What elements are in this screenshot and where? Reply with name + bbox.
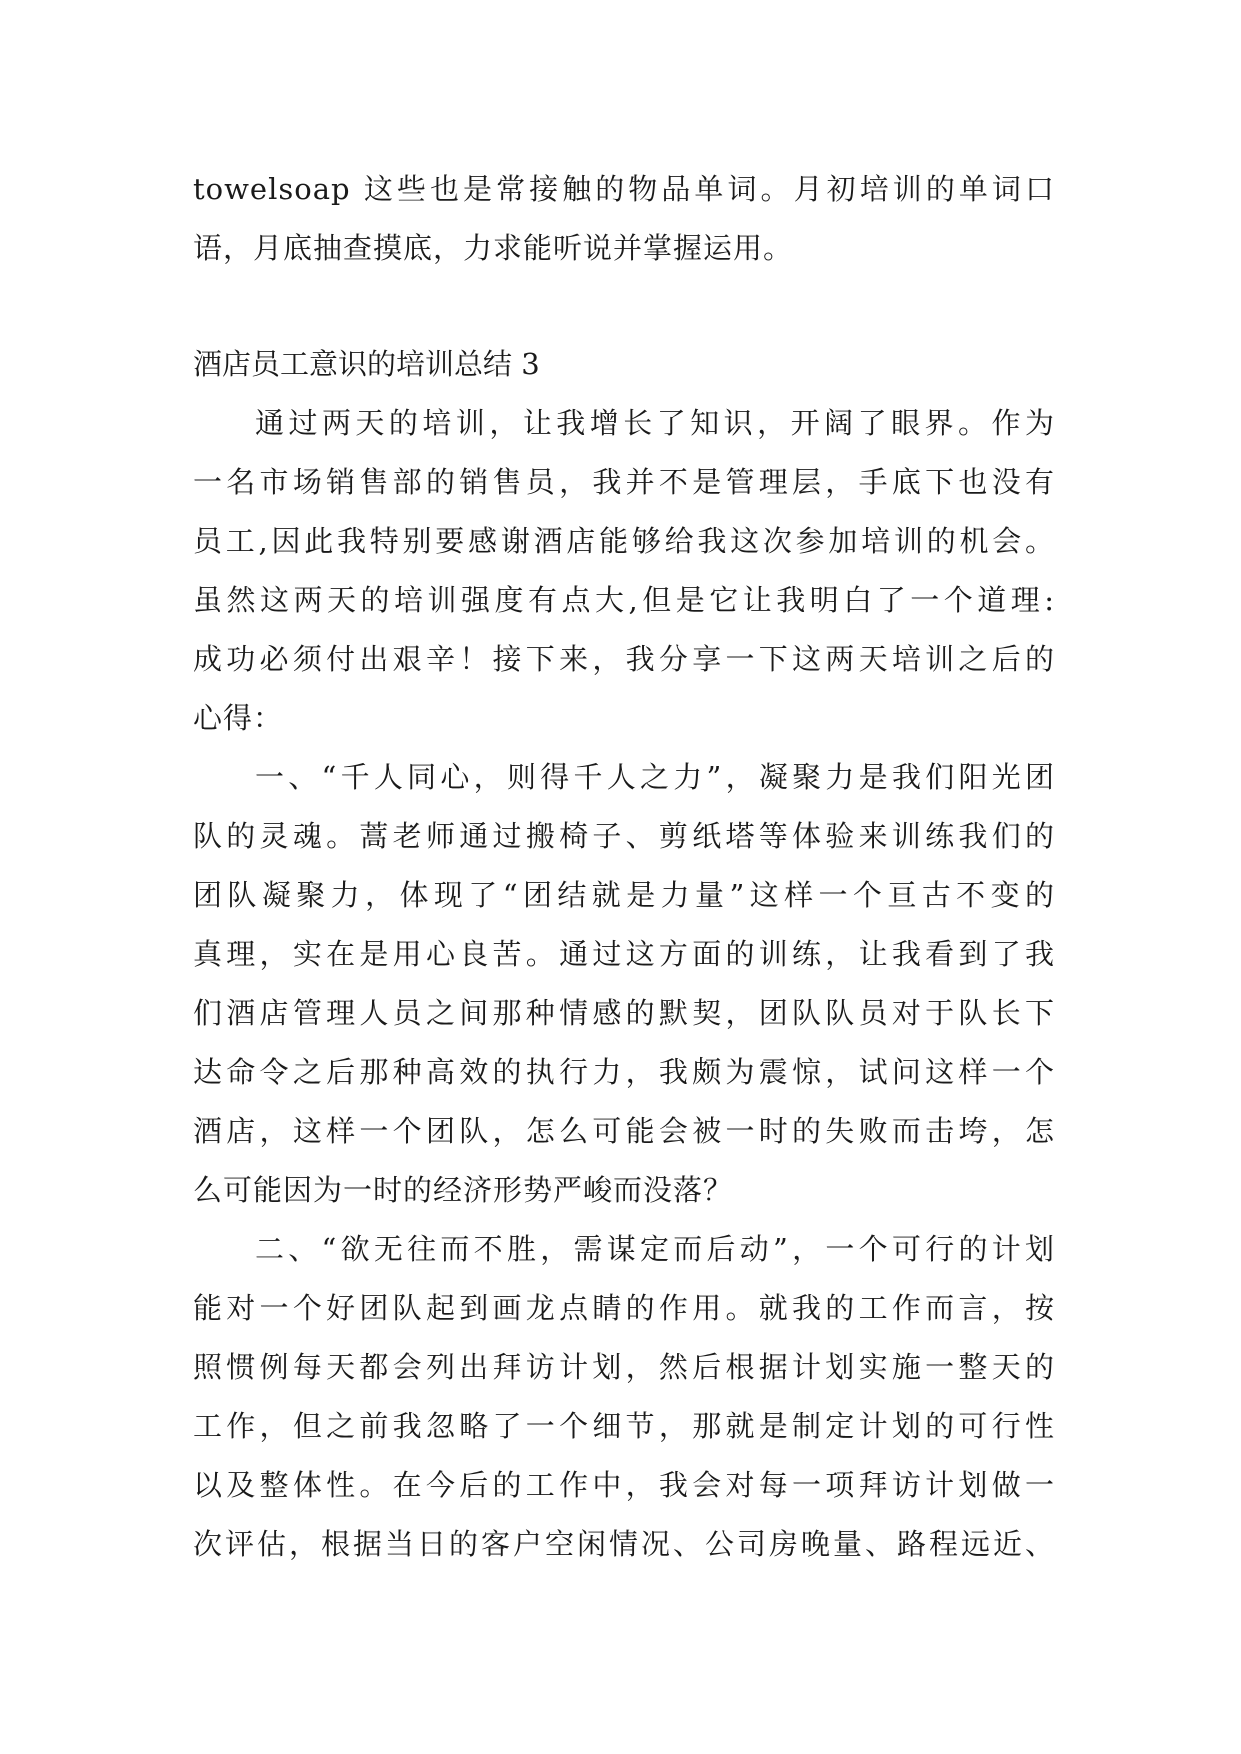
paragraph-line: 语，月底抽查摸底，力求能听说并掌握运用。 (193, 231, 794, 265)
paragraph-line: 一名市场销售部的销售员，我并不是管理层，手底下也没有 (193, 465, 1055, 499)
paragraph-line: 们酒店管理人员之间那种情感的默契，团队队员对于队长下 (193, 996, 1055, 1030)
section-gap (193, 278, 1055, 335)
paragraph-line: 队的灵魂。蒿老师通过搬椅子、剪纸塔等体验来训练我们的 (193, 819, 1055, 853)
paragraph-line: 二、“欲无往而不胜，需谋定而后动”，一个可行的计划 (255, 1232, 1055, 1266)
paragraph-line: 能对一个好团队起到画龙点睛的作用。就我的工作而言，按 (193, 1291, 1055, 1325)
paragraph-line: 工作，但之前我忽略了一个细节，那就是制定计划的可行性 (193, 1409, 1055, 1443)
paragraph-line: 一、“千人同心，则得千人之力”，凝聚力是我们阳光团 (255, 760, 1055, 794)
paragraph-line: 虽然这两天的培训强度有点大,但是它让我明白了一个道理: (193, 583, 1055, 617)
paragraph-line: 以及整体性。在今后的工作中，我会对每一项拜访计划做一 (193, 1468, 1055, 1502)
paragraph-line: 真理，实在是用心良苦。通过这方面的训练，让我看到了我 (193, 937, 1055, 971)
section-title: 酒店员工意识的培训总结 3 (193, 347, 540, 381)
paragraph-line: towelsoap 这些也是常接触的物品单词。月初培训的单词口 (193, 172, 1055, 206)
paragraph-line: 通过两天的培训，让我增长了知识，开阔了眼界。作为 (255, 406, 1055, 440)
paragraph-line: 么可能因为一时的经济形势严峻而没落？ (193, 1173, 734, 1207)
paragraph-line: 员工,因此我特别要感谢酒店能够给我这次参加培训的机会。 (193, 524, 1055, 558)
paragraph-line: 次评估，根据当日的客户空闲情况、公司房晚量、路程远近、 (193, 1527, 1055, 1561)
paragraph-line: 心得： (193, 701, 284, 735)
paragraph-line: 酒店，这样一个团队，怎么可能会被一时的失败而击垮，怎 (193, 1114, 1055, 1148)
paragraph-line: 成功必须付出艰辛！接下来，我分享一下这两天培训之后的 (193, 642, 1055, 676)
paragraph-line: 照惯例每天都会列出拜访计划，然后根据计划实施一整天的 (193, 1350, 1055, 1384)
paragraph-line: 团队凝聚力，体现了“团结就是力量”这样一个亘古不变的 (193, 878, 1055, 912)
document-body (193, 160, 1055, 1574)
paragraph-line: 达命令之后那种高效的执行力，我颇为震惊，试问这样一个 (193, 1055, 1055, 1089)
